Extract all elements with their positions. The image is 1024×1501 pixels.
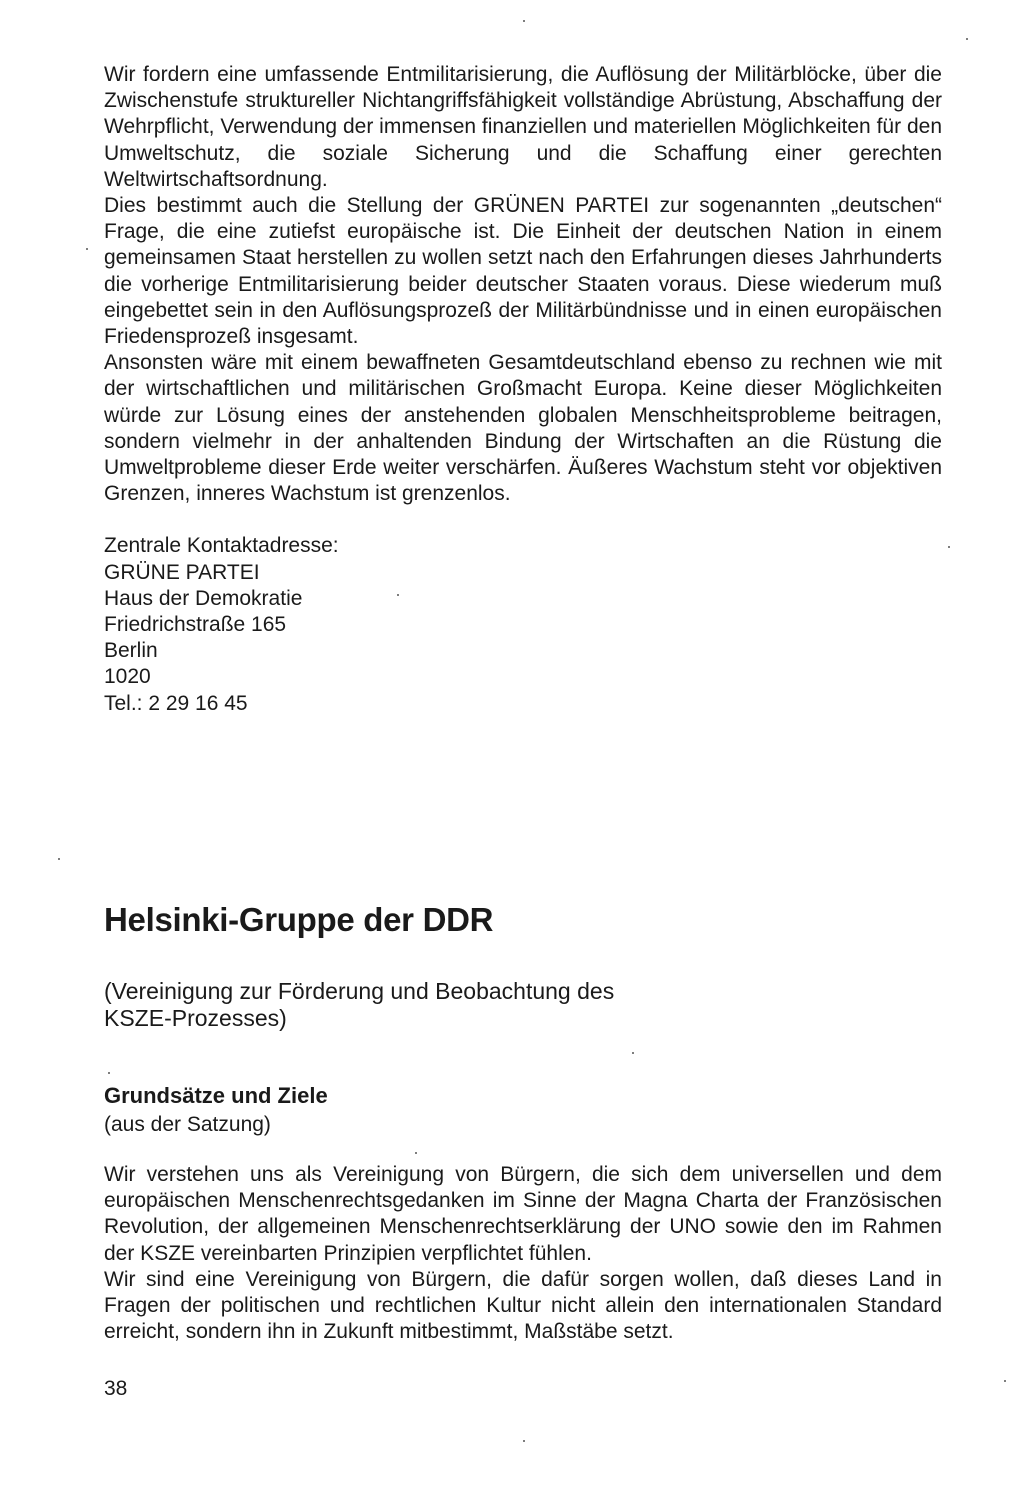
scan-speck — [523, 20, 525, 22]
address-label: Zentrale Kontaktadresse: — [104, 534, 339, 558]
top-body — [104, 62, 942, 507]
paragraph-outlook: Ansonsten wäre mit einem bewaffneten Gesamtdeutschland ebenso zu rechnen wie mit der wirtschaftlichen und militärischen Großmacht Europa. Keine dieser Möglichkeiten würde zur Lösung eines der anstehenden globalen Menschheitsprobleme beitragen, sondern vielmehr in der anhaltenden Bindung der Wirtschaften an die Rüstung die Umweltprobleme dieser Erde weiter verschärfen. Äußeres Wachstum steht vor objektiven Grenzen, inneres Wachstum ist grenzenlos. — [104, 351, 942, 506]
scan-speck — [632, 1052, 634, 1054]
scan-speck — [1004, 1380, 1006, 1382]
address-phone: Tel.: 2 29 16 45 — [104, 691, 248, 715]
scan-speck — [58, 858, 60, 860]
address-street: Friedrichstraße 165 — [104, 613, 287, 637]
scan-speck — [948, 546, 950, 548]
address-org: GRÜNE PARTEI — [104, 560, 260, 584]
top-text-block — [104, 62, 942, 717]
paragraph-demilitarization: Wir fordern eine umfassende Entmilitarisierung, die Auflösung der Militärblöcke, über die Zwischenstufe struktureller Nichtangriffsfähigkeit vollständige Abrüstung, Abschaffung der Wehrpflicht, Verwendung der immensen finanziellen und materiellen Möglichkeiten für den Umweltschutz, die soziale Sicherung und die Schaffung einer gerechten Weltwirtschaftsordnung. — [104, 63, 942, 191]
contact-address — [104, 533, 942, 716]
subsection-title: Grundsätze und Ziele — [104, 1083, 328, 1108]
scan-speck — [966, 38, 968, 40]
scan-speck — [108, 1072, 110, 1074]
section-body-text — [104, 1162, 942, 1345]
section-body — [104, 1162, 942, 1345]
scan-speck — [397, 594, 399, 596]
address-city: Berlin — [104, 639, 158, 663]
address-postcode: 1020 — [104, 665, 151, 689]
page-number: 38 — [104, 1377, 128, 1400]
paragraph-standards: Wir sind eine Vereinigung von Bürgern, die dafür sorgen wollen, daß dieses Land in Fragen der politischen und rechtlichen Kultur nicht allein den internationalen Standard erreicht, sondern ihn in Zukunft mitbestimmt, Maßstäbe setzt. — [104, 1267, 942, 1344]
section-title: Helsinki-Gruppe der DDR — [104, 901, 494, 938]
scan-speck — [86, 248, 88, 250]
section-subtitle: (Vereinigung zur Förderung und Beobachtung des KSZE-Prozesses) — [104, 978, 615, 1031]
subsection-note: (aus der Satzung) — [104, 1113, 271, 1136]
scan-speck — [523, 1440, 525, 1442]
paragraph-human-rights: Wir verstehen uns als Vereinigung von Bürgern, die sich dem universellen und dem europäischen Menschenrechtsgedanken im Sinne der Magna Charta der Französischen Revolution, der allgemeinen Menschenrechtserklärung der UNO sowie den im Rahmen der KSZE vereinbarten Prinzipien verpflichtet fühlen. — [104, 1163, 942, 1265]
paragraph-german-question: Dies bestimmt auch die Stellung der GRÜNEN PARTEI zur sogenannten „deutschen“ Frage, die eine zutiefst europäische ist. Die Einheit der deutschen Nation in einem gemeinsamen Staat herstellen zu wollen setzt nach den Erfahrungen dieses Jahrhunderts die vorherige Entmilitarisierung beider deutscher Staaten voraus. Diese wiederum muß eingebettet sein in den Auflösungsprozeß der Militärbündnisse und in einen europäischen Friedensprozeß insgesamt. — [104, 194, 942, 349]
address-building: Haus der Demokratie — [104, 586, 303, 610]
scan-speck — [415, 1152, 417, 1154]
